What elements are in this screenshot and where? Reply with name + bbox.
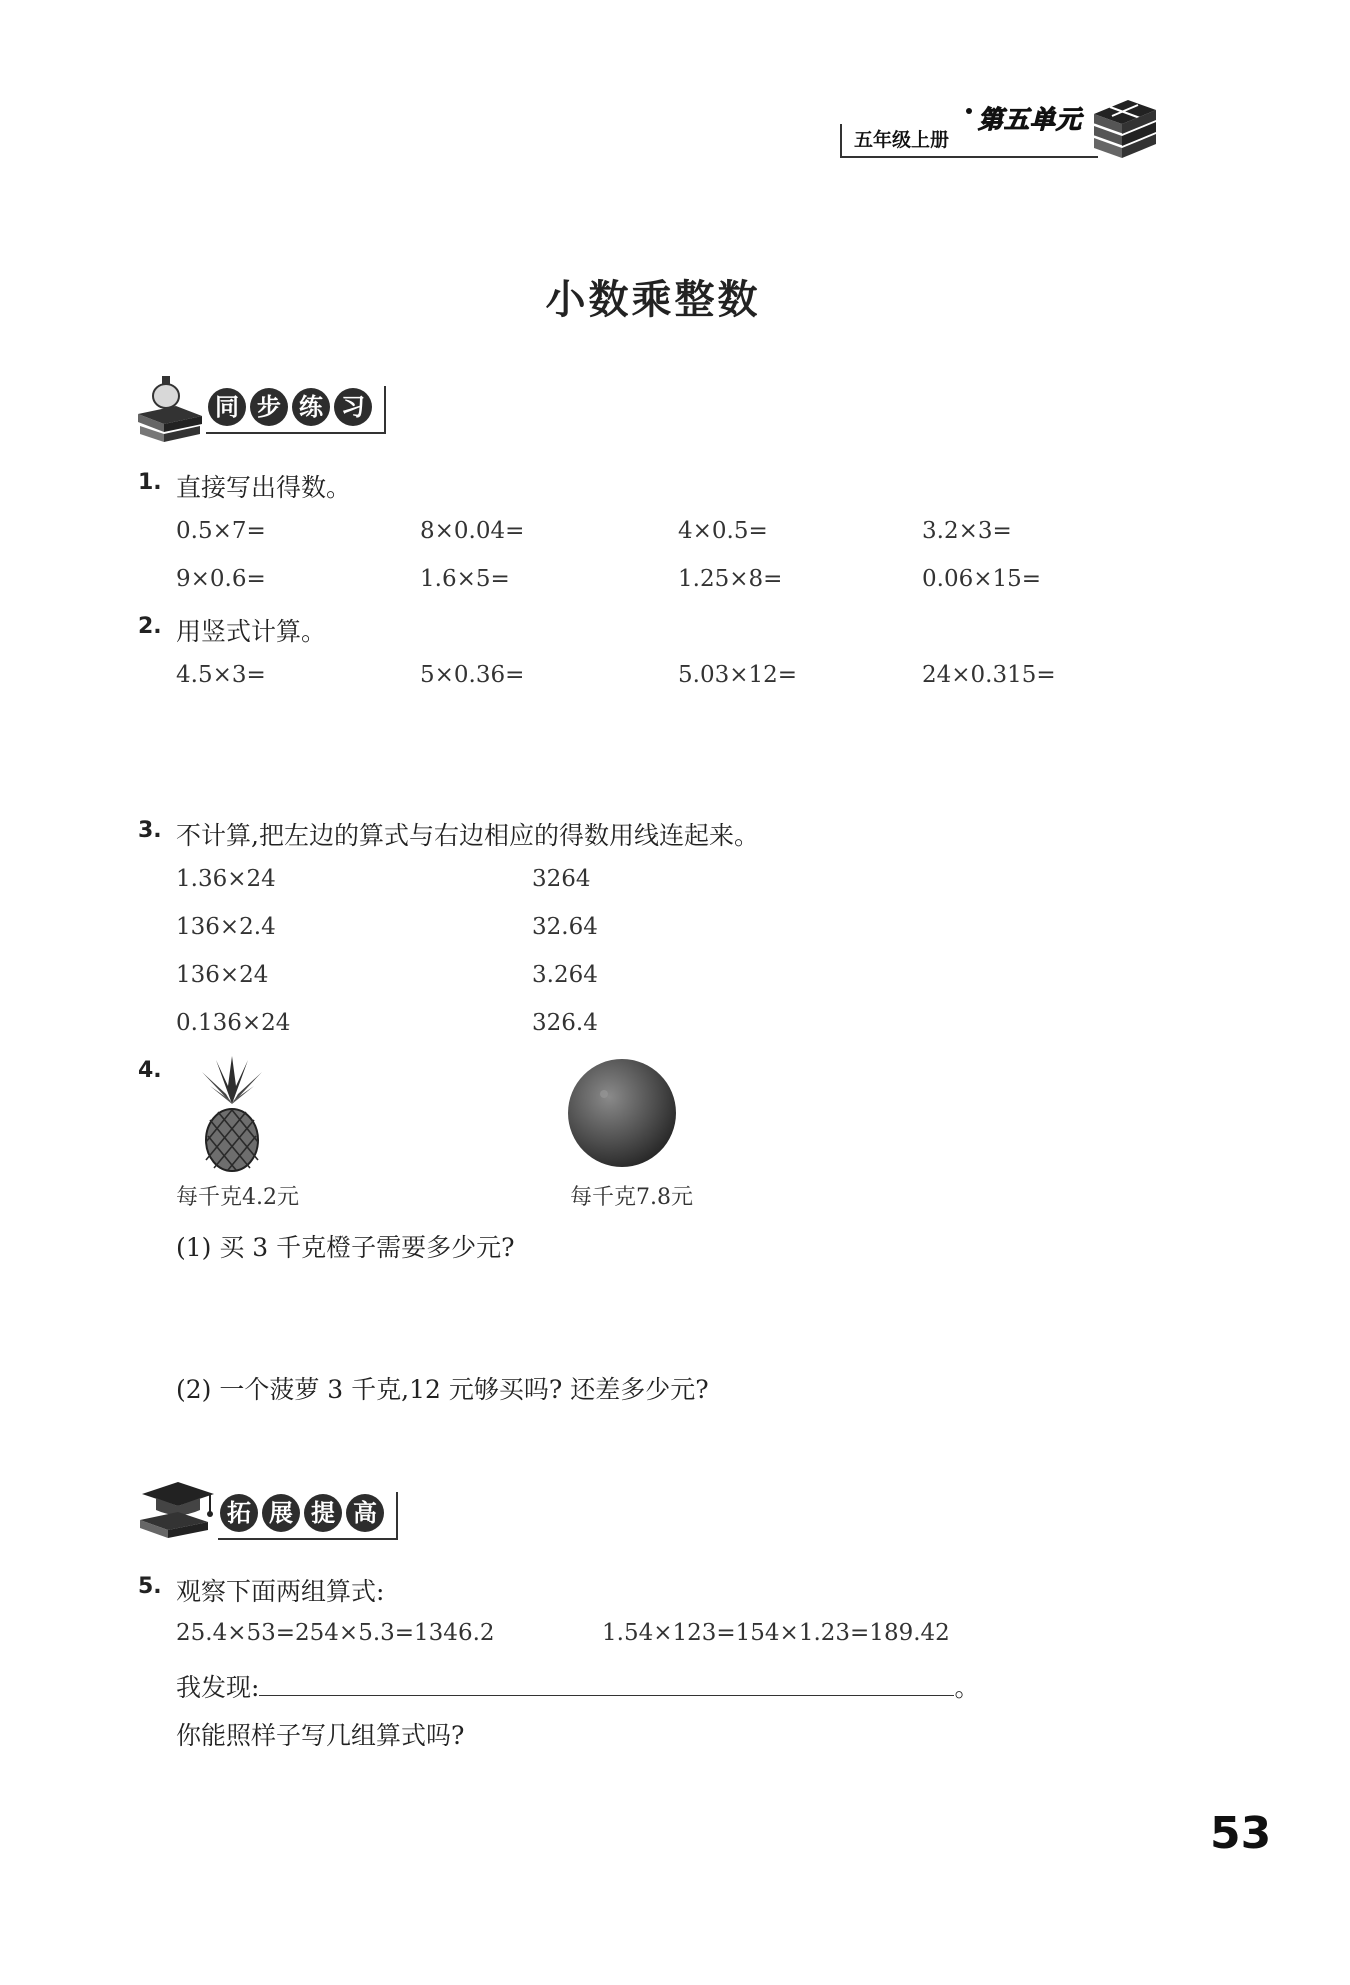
q2-expr: 5×0.36=: [420, 662, 525, 688]
banner-char: 提: [304, 1494, 342, 1532]
question-3-text: 不计算,把左边的算式与右边相应的得数用线连起来。: [176, 821, 759, 850]
page-number: 53: [1210, 1808, 1272, 1859]
pineapple-icon: [196, 1056, 268, 1172]
q3-right-value: 3264: [532, 866, 591, 892]
q1-expr: 9×0.6=: [176, 566, 266, 592]
q4-sub-question-2: (2) 一个菠萝 3 千克,12 元够买吗? 还差多少元?: [176, 1375, 709, 1404]
page-header: [838, 94, 1178, 166]
q2-expr: 4.5×3=: [176, 662, 266, 688]
section-banner-extension: [136, 1478, 436, 1548]
q4-sub-question-1: (1) 买 3 千克橙子需要多少元?: [176, 1233, 515, 1262]
q1-expr: 8×0.04=: [420, 518, 525, 544]
section-banner-sync-practice: [136, 372, 436, 442]
pineapple-price: 每千克4.2元: [176, 1185, 299, 1210]
page-title: 小数乘整数: [545, 276, 761, 323]
grade-label: 五年级上册: [840, 124, 961, 158]
banner-char: 步: [250, 388, 288, 426]
books-stack-icon: [1088, 94, 1160, 162]
q3-left-expr: 136×2.4: [176, 914, 276, 940]
q1-expr: 0.5×7=: [176, 518, 266, 544]
banner-char: 练: [292, 388, 330, 426]
question-5-text: 观察下面两组算式:: [176, 1577, 385, 1606]
question-2-number: 2.: [138, 614, 162, 639]
q1-expr: 4×0.5=: [678, 518, 768, 544]
end-mark: 。: [954, 1673, 980, 1702]
q3-right-value: 32.64: [532, 914, 598, 940]
q3-right-value: 3.264: [532, 962, 598, 988]
q1-expr: 3.2×3=: [922, 518, 1012, 544]
banner-plate: [206, 386, 386, 434]
grad-cap-books-icon: [136, 1480, 218, 1546]
unit-label: 第五单元: [978, 105, 1083, 134]
q3-left-expr: 1.36×24: [176, 866, 276, 892]
banner-char: 习: [334, 388, 372, 426]
q3-left-expr: 0.136×24: [176, 1010, 291, 1036]
q1-expr: 1.25×8=: [678, 566, 783, 592]
q5-ask: 你能照样子写几组算式吗?: [176, 1721, 465, 1750]
q5-discover-line: [176, 1668, 979, 1704]
question-2-text: 用竖式计算。: [176, 617, 327, 646]
discover-label: 我发现:: [176, 1673, 260, 1702]
header-divider: [898, 156, 1098, 158]
q3-left-expr: 136×24: [176, 962, 269, 988]
header-dot: [966, 108, 972, 114]
q3-right-value: 326.4: [532, 1010, 598, 1036]
banner-char: 拓: [220, 1494, 258, 1532]
q1-expr: 1.6×5=: [420, 566, 510, 592]
question-1-text: 直接写出得数。: [176, 473, 352, 502]
q5-equation-2: 1.54×123=154×1.23=189.42: [602, 1620, 950, 1646]
lamp-books-icon: [136, 372, 206, 444]
question-4-number: 4.: [138, 1058, 162, 1083]
question-3-number: 3.: [138, 818, 162, 843]
banner-char: 高: [346, 1494, 384, 1532]
q2-expr: 5.03×12=: [678, 662, 798, 688]
banner-plate: [218, 1492, 398, 1540]
q5-equation-1: 25.4×53=254×5.3=1346.2: [176, 1620, 495, 1646]
banner-char: 展: [262, 1494, 300, 1532]
banner-char: 同: [208, 388, 246, 426]
question-5-number: 5.: [138, 1574, 162, 1599]
question-1-number: 1.: [138, 470, 162, 495]
orange-price: 每千克7.8元: [570, 1185, 693, 1210]
q2-expr: 24×0.315=: [922, 662, 1056, 688]
q1-expr: 0.06×15=: [922, 566, 1042, 592]
orange-icon: [564, 1056, 680, 1170]
answer-blank[interactable]: [259, 1673, 954, 1696]
